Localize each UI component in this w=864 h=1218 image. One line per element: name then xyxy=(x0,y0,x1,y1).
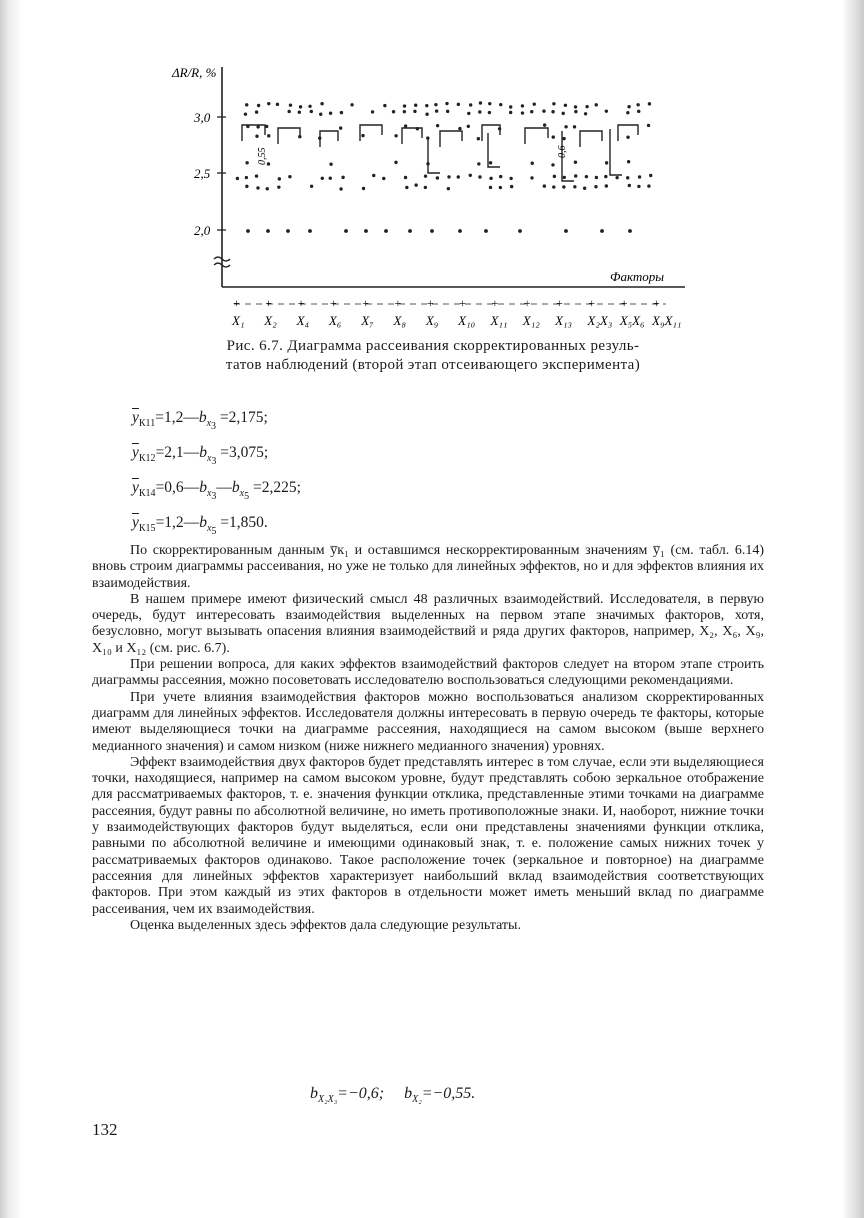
scatter-point xyxy=(543,123,546,126)
scatter-point xyxy=(372,174,375,177)
scatter-point xyxy=(310,185,313,188)
scatter-point xyxy=(605,109,608,112)
scatter-point xyxy=(488,111,491,114)
scatter-point xyxy=(236,177,239,180)
scatter-point xyxy=(552,102,555,105)
median-bracket xyxy=(402,128,422,144)
scatter-point xyxy=(488,102,491,105)
scatter-point xyxy=(638,175,641,178)
scatter-point xyxy=(266,229,270,233)
scatter-point xyxy=(584,112,587,115)
scatter-point xyxy=(382,177,385,180)
scatter-point xyxy=(329,163,332,166)
plus-marker: + xyxy=(362,296,370,310)
scatter-point xyxy=(392,110,395,113)
scatter-point xyxy=(564,125,567,128)
scatter-point xyxy=(573,185,576,188)
scatter-point xyxy=(615,176,618,179)
equations-block xyxy=(132,400,301,540)
scatter-point xyxy=(533,102,536,105)
scatter-point xyxy=(477,162,480,165)
scatter-point xyxy=(551,110,554,113)
scatter-point xyxy=(404,176,407,179)
scatter-point xyxy=(256,186,259,189)
scatter-point xyxy=(457,103,460,106)
paragraph-3: При решении вопроса, для каких эффектов взаимодействий факторов следует на втором этапе строить диаграммы рассеяния, можно посоветовать исследователю воспользоваться следующими рекомендациями. xyxy=(92,657,764,689)
scatter-point xyxy=(458,127,461,130)
scatter-point xyxy=(562,137,565,140)
paragraph-1: По скорректированным данным y̅к₁ и оставшимся нескорректированным значениям y̅₁ (см. табл. 6.14) вновь строим диаграммы рассеивания, но уже не только для линейных эффектов, но и для эффектов влияния их взаимодействия. xyxy=(92,543,764,591)
scatter-point xyxy=(478,110,481,113)
caption-line-1: Рис. 6.7. Диаграмма рассеивания скорректированных резуль- xyxy=(226,338,640,354)
y-tick-label: 2,5 xyxy=(194,166,211,181)
scan-left-edge xyxy=(0,0,22,1218)
scatter-point xyxy=(484,229,488,233)
scatter-point xyxy=(434,103,437,106)
scatter-point xyxy=(404,124,407,127)
scatter-point xyxy=(574,110,577,113)
scatter-point xyxy=(479,101,482,104)
scatter-point xyxy=(266,187,269,190)
annotation-06: 0,6 xyxy=(557,145,568,158)
scatter-point xyxy=(436,176,439,179)
median-bracket xyxy=(360,125,382,141)
scatter-point xyxy=(255,135,258,138)
scatter-point xyxy=(267,134,270,137)
scatter-point xyxy=(287,110,290,113)
scatter-point xyxy=(257,104,260,107)
x-factor-label: X₇ xyxy=(361,313,374,328)
scatter-point xyxy=(627,105,630,108)
scatter-point xyxy=(255,174,258,177)
scatter-point xyxy=(267,102,270,105)
scatter-point xyxy=(403,104,406,107)
scatter-point xyxy=(289,103,292,106)
scatter-point xyxy=(626,176,629,179)
plus-marker: + xyxy=(620,296,628,310)
scatter-point xyxy=(414,183,417,186)
scatter-point xyxy=(628,184,631,187)
scatter-point xyxy=(277,185,280,188)
x-factor-label: X₁₂ xyxy=(522,313,540,328)
scatter-point xyxy=(340,111,343,114)
scatter-point xyxy=(255,110,258,113)
scatter-point xyxy=(414,104,417,107)
scatter-diagram-figure xyxy=(170,55,690,335)
scatter-point xyxy=(361,134,364,137)
x-factor-label: X₂X₃ xyxy=(587,313,613,328)
scatter-point xyxy=(478,175,481,178)
x-axis-label: Факторы xyxy=(610,269,665,284)
scatter-point xyxy=(605,161,608,164)
scatter-point xyxy=(518,229,522,233)
scatter-point xyxy=(510,185,513,188)
paragraph-5: Эффект взаимодействия двух факторов будет представлять интерес в том случае, если эти выделяющиеся точки, находящиеся, например на самом высоком уровне, будут представлять собою зеркальное отображение для рассматриваемых факторов, т. е. значения функции отклика, представленные этими точками на диаграмме рассеяния, будут равны по абсолютной величине, но иметь противоположные знаки. И, наоборот, нижние точки у взаимодействующих факторов будут выделяться, если они представлены значениями функции отклика, равными по абсолютной величине и имеющими одинаковый знак, т. е. положение самых нижних точек у рассматриваемых факторов одинаково. Такое расположение точек (зеркальное и повторное) на диаграмме рассеяния для линейных эффектов характеризует наибольший вклад взаимодействия соответствующих факторов. При этом каждый из этих факторов в отдельности может иметь меньший вклад по диаграмме рассеивания, чем их взаимодействия. xyxy=(92,754,764,917)
scatter-point xyxy=(458,229,462,233)
scatter-point xyxy=(552,185,555,188)
scatter-point xyxy=(553,175,556,178)
scatter-point xyxy=(383,104,386,107)
scatter-point xyxy=(564,229,568,233)
scatter-point xyxy=(562,112,565,115)
median-bracket xyxy=(278,128,300,144)
scatter-point xyxy=(583,187,586,190)
scatter-point xyxy=(394,161,397,164)
scatter-point xyxy=(574,105,577,108)
scatter-point xyxy=(563,176,566,179)
scatter-point xyxy=(499,103,502,106)
scatter-point xyxy=(647,184,650,187)
plus-marker: + xyxy=(556,296,563,310)
equation-yk12: $\overline{y}_{К12}=2,1—b_{x_3} =3,075$; xyxy=(132,444,269,468)
scatter-point xyxy=(626,111,629,114)
x-factor-label: X₆ xyxy=(328,313,342,328)
scatter-point xyxy=(637,110,640,113)
scatter-point xyxy=(636,103,639,106)
scatter-point xyxy=(245,185,248,188)
scatter-point xyxy=(627,160,630,163)
scatter-point xyxy=(531,162,534,165)
scatter-point xyxy=(489,161,492,164)
scatter-point xyxy=(551,163,554,166)
scatter-point xyxy=(530,110,533,113)
scatter-point xyxy=(245,103,248,106)
scatter-point xyxy=(467,125,470,128)
scatter-point xyxy=(595,103,598,106)
median-bracket xyxy=(320,131,338,147)
scatter-point xyxy=(564,104,567,107)
scatter-point xyxy=(457,175,460,178)
figure-caption xyxy=(168,337,698,375)
plus-marker: + xyxy=(426,296,434,310)
paragraph-6: Оценка выделенных здесь эффектов дала следующие результаты. xyxy=(130,917,521,933)
scatter-point xyxy=(310,110,313,113)
scatter-point xyxy=(321,177,324,180)
scatter-point xyxy=(509,105,512,108)
scatter-point xyxy=(543,184,546,187)
scatter-point xyxy=(521,104,524,107)
x-factor-label: X₉X₁₁ xyxy=(652,313,682,328)
y-tick-label: 2,0 xyxy=(194,223,211,238)
scatter-point xyxy=(403,110,406,113)
scatter-point xyxy=(499,186,502,189)
scatter-point xyxy=(595,176,598,179)
scatter-point xyxy=(394,134,397,137)
scatter-point xyxy=(604,175,607,178)
scatter-point xyxy=(600,229,604,233)
paragraph-4: При учете влияния взаимодействия факторов можно воспользоваться анализом скорректированных диаграмм для линейных эффектов. Исследователя должны интересовать в первую очередь те факторы, которые имеют выделяющиеся точки на диаграмме рассеяния, находящиеся на самом высоком (выше верхнего медианного значения) и самом низком (ниже нижнего медианного значения) уровнях. xyxy=(92,689,764,754)
median-bracket xyxy=(440,131,462,147)
plus-marker: + xyxy=(459,296,466,310)
scatter-point xyxy=(413,110,416,113)
scatter-point xyxy=(552,135,555,138)
plus-marker: + xyxy=(588,296,596,310)
scatter-point xyxy=(436,124,439,127)
scatter-point xyxy=(469,174,472,177)
body-text xyxy=(92,543,764,934)
x-factor-label: X₄ xyxy=(296,313,310,328)
scatter-point xyxy=(530,176,533,179)
scatter-point xyxy=(562,185,565,188)
x-factor-label: X₂ xyxy=(264,313,277,328)
equation-yk11: $\overline{y}_{К11}=1,2—b_{x_3} =2,175$; xyxy=(132,409,268,433)
scatter-point xyxy=(276,103,279,106)
scatter-point xyxy=(425,104,428,107)
scatter-point xyxy=(256,125,259,128)
scatter-point xyxy=(319,113,322,116)
scatter-point xyxy=(469,103,472,106)
scatter-point xyxy=(573,125,576,128)
scatter-point xyxy=(489,177,492,180)
scatter-point xyxy=(605,184,608,187)
x-factor-label: X₁ xyxy=(232,313,245,328)
scatter-point xyxy=(489,186,492,189)
median-bracket xyxy=(610,129,622,175)
scatter-point xyxy=(339,187,342,190)
scatter-point xyxy=(278,177,281,180)
scatter-point xyxy=(430,229,434,233)
plus-marker: + xyxy=(297,296,305,310)
paragraph-2: В нашем примере имеют физический смысл 48 различных взаимодействий. Исследователя, в первую очередь, будут интересовать взаимодействия выделенных на первом этапе значимых факторов, хотя, безусловно, могут вызывать опасения влияния взаимодействий и ряда других факторов, например, X₂, X₆, X₉, X₁₀ и X₁₂ (см. рис. 6.7). xyxy=(92,591,764,656)
scatter-point xyxy=(585,175,588,178)
x-factor-label: X₈ xyxy=(393,313,407,328)
scatter-point xyxy=(542,109,545,112)
scatter-point xyxy=(344,229,348,233)
median-bracket xyxy=(580,131,602,147)
annotation-055: 0,55 xyxy=(257,147,268,165)
scatter-point xyxy=(649,174,652,177)
scatter-point xyxy=(648,102,651,105)
scatter-point xyxy=(244,112,247,115)
x-factor-label: X₁₀ xyxy=(458,313,476,328)
y-axis-label: ΔR/R, % xyxy=(172,65,217,80)
scatter-point xyxy=(308,229,312,233)
scatter-point xyxy=(350,103,353,106)
scatter-point xyxy=(435,109,438,112)
scatter-point xyxy=(320,102,323,105)
plus-marker: + xyxy=(653,296,660,310)
plus-marker: + xyxy=(233,296,240,310)
scatter-point xyxy=(445,102,448,105)
median-bracket xyxy=(482,125,500,141)
scatter-point xyxy=(308,105,311,108)
scatter-point xyxy=(424,186,427,189)
scatter-point xyxy=(405,186,408,189)
scatter-point xyxy=(329,112,332,115)
page-number: 132 xyxy=(92,1120,118,1139)
x-factor-label: X₁₃ xyxy=(555,313,573,328)
scatter-point xyxy=(339,126,342,129)
plus-marker: + xyxy=(265,296,273,310)
scatter-point xyxy=(384,229,388,233)
scatter-point xyxy=(509,177,512,180)
scatter-point xyxy=(446,110,449,113)
scatter-point xyxy=(521,111,524,114)
scatter-point xyxy=(425,113,428,116)
plus-marker: + xyxy=(329,296,337,310)
scatter-point xyxy=(574,174,577,177)
scatter-point xyxy=(594,185,597,188)
scatter-point xyxy=(477,137,480,140)
x-factor-label: X₅X₆ xyxy=(619,313,645,328)
scatter-point xyxy=(447,175,450,178)
x-factor-label: X₉ xyxy=(425,313,439,328)
scatter-point xyxy=(329,176,332,179)
scatter-point xyxy=(467,112,470,115)
plus-marker: + xyxy=(394,296,402,310)
equation-yk14: $\overline{y}_{К14}=0,6—b_{x_3}—b_{x_5} =2,225$; xyxy=(132,479,301,503)
median-bracket xyxy=(242,125,265,141)
median-bracket xyxy=(428,137,440,173)
scatter-point xyxy=(371,110,374,113)
plus-marker: + xyxy=(523,296,531,310)
scatter-point xyxy=(447,187,450,190)
scatter-point xyxy=(298,111,301,114)
median-bracket xyxy=(525,128,548,144)
equation-yk15: $\overline{y}_{К15}=1,2—b_{x_5} =1,850$. xyxy=(132,514,268,538)
scatter-point xyxy=(637,185,640,188)
scatter-point xyxy=(245,161,248,164)
result-line: $b_{X_2X_3}=-0,6$; $b_{X_2}=-0,55$. xyxy=(310,1085,476,1106)
y-tick-label: 3,0 xyxy=(194,110,211,125)
scatter-point xyxy=(499,175,502,178)
scatter-point xyxy=(424,174,427,177)
caption-line-2: татов наблюдений (второй этап отсеивающего эксперимента) xyxy=(225,357,641,373)
scatter-point xyxy=(626,135,629,138)
x-factor-label: X₁₁ xyxy=(490,313,508,328)
scan-right-edge xyxy=(842,0,864,1218)
scatter-point xyxy=(408,229,412,233)
scatter-point xyxy=(362,187,365,190)
scatter-point xyxy=(299,105,302,108)
scatter-point xyxy=(341,176,344,179)
scatter-point xyxy=(647,124,650,127)
scatter-point xyxy=(574,161,577,164)
scatter-point xyxy=(288,175,291,178)
plus-marker: + xyxy=(491,296,499,310)
scatter-point xyxy=(628,229,632,233)
scatter-point xyxy=(509,111,512,114)
scatter-point xyxy=(246,229,250,233)
scatter-point xyxy=(245,176,248,179)
scatter-point xyxy=(585,105,588,108)
scatter-point xyxy=(364,229,368,233)
scatter-point xyxy=(286,229,290,233)
